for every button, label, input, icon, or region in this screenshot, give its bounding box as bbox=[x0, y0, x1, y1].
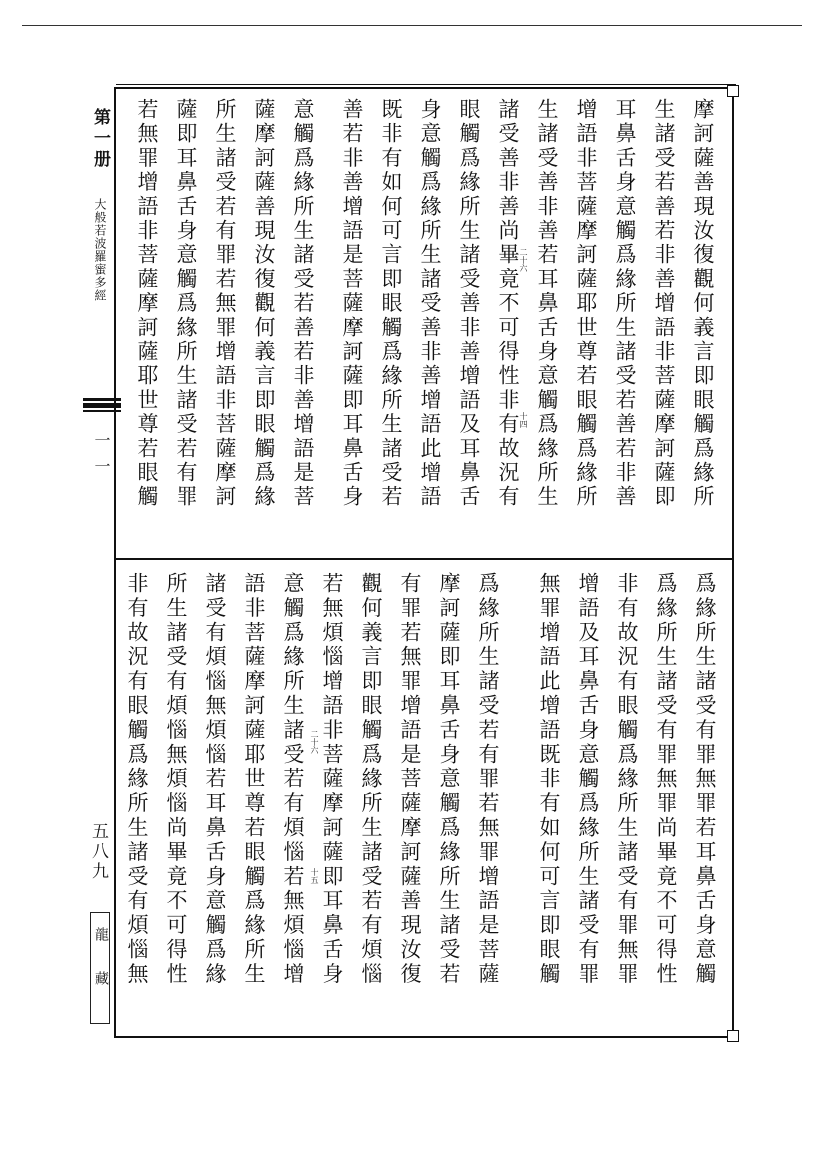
text-column: 若無煩惱增語非菩薩摩訶薩即耳鼻舌身 bbox=[320, 572, 344, 987]
text-column: 語非菩薩摩訶薩耶世尊若眼觸爲緣所生 bbox=[242, 572, 266, 987]
frame-corner bbox=[727, 85, 739, 97]
edition-label: 龍藏 bbox=[93, 927, 109, 1015]
text-column: 爲緣所生諸受有罪無罪若耳鼻舌身意觸 bbox=[693, 572, 717, 987]
panel-divider bbox=[114, 558, 734, 560]
text-column: 所生諸受若有罪若無罪增語非菩薩摩訶 bbox=[213, 98, 237, 510]
frame-outer-line bbox=[116, 84, 736, 85]
text-column: 薩摩訶薩善現汝復觀何義言即眼觸爲緣 bbox=[252, 98, 276, 510]
margin-note: 二十六 bbox=[310, 730, 319, 754]
page-number: 五八九 bbox=[88, 822, 108, 882]
margin-note: 二十六 bbox=[519, 248, 528, 272]
text-column: 耳鼻舌身意觸爲緣所生諸受若善若非善 bbox=[613, 98, 637, 510]
text-column: 爲緣所生諸受若有罪若無罪增語是菩薩 bbox=[476, 572, 500, 987]
leaf-number: 一一 bbox=[92, 432, 111, 484]
text-column: 非有故況有眼觸爲緣所生諸受有煩惱無 bbox=[125, 572, 149, 987]
volume-label: 第一册 bbox=[90, 108, 110, 171]
text-column: 既非有如何可言即眼觸爲緣所生諸受若 bbox=[379, 98, 403, 510]
text-column: 觀何義言即眼觸爲緣所生諸受若有煩惱 bbox=[359, 572, 383, 987]
edition-box bbox=[90, 912, 110, 1024]
text-column: 眼觸爲緣所生諸受善非善增語及耳鼻舌 bbox=[457, 98, 481, 510]
text-column: 意觸爲緣所生諸受若有煩惱若無煩惱增 bbox=[281, 572, 305, 987]
margin-note: 十五 bbox=[310, 868, 319, 884]
bottom-text-panel bbox=[118, 562, 728, 1034]
page-top-rule bbox=[22, 25, 802, 26]
frame-corner bbox=[727, 1030, 739, 1042]
text-column: 生諸受善非善若耳鼻舌身意觸爲緣所生 bbox=[535, 98, 559, 510]
text-column: 所生諸受有煩惱無煩惱尚畢竟不可得性 bbox=[164, 572, 188, 987]
text-column: 爲緣所生諸受有罪無罪尚畢竟不可得性 bbox=[654, 572, 678, 987]
text-column: 善若非善增語是菩薩摩訶薩即耳鼻舌身 bbox=[340, 98, 364, 510]
text-column: 生諸受若善若非善增語非菩薩摩訶薩即 bbox=[652, 98, 676, 510]
text-column: 有罪若無罪增語是菩薩摩訶薩善現汝復 bbox=[398, 572, 422, 987]
text-column: 增語非菩薩摩訶薩耶世尊若眼觸爲緣所 bbox=[574, 98, 598, 510]
top-text-panel bbox=[118, 90, 728, 558]
text-column: 無罪增語此增語既非有如何可言即眼觸 bbox=[537, 572, 561, 987]
text-column: 摩訶薩善現汝復觀何義言即眼觸爲緣所 bbox=[691, 98, 715, 510]
text-column: 薩即耳鼻舌身意觸爲緣所生諸受若有罪 bbox=[174, 98, 198, 510]
text-column: 增語及耳鼻舌身意觸爲緣所生諸受有罪 bbox=[576, 572, 600, 987]
text-column: 若無罪增語非菩薩摩訶薩耶世尊若眼觸 bbox=[135, 98, 159, 510]
text-column: 諸受有煩惱無煩惱若耳鼻舌身意觸爲緣 bbox=[203, 572, 227, 987]
text-column: 非有故況有眼觸爲緣所生諸受有罪無罪 bbox=[615, 572, 639, 987]
sutra-title: 大般若波羅蜜多經 bbox=[93, 198, 107, 302]
text-column: 意觸爲緣所生諸受若善若非善增語是菩 bbox=[291, 98, 315, 510]
text-column: 身意觸爲緣所生諸受善非善增語此增語 bbox=[418, 98, 442, 510]
text-column: 摩訶薩即耳鼻舌身意觸爲緣所生諸受若 bbox=[437, 572, 461, 987]
text-column: 諸受善非善尚畢竟不可得性非有故況有 bbox=[496, 98, 520, 510]
margin-note: 十四 bbox=[519, 412, 528, 428]
